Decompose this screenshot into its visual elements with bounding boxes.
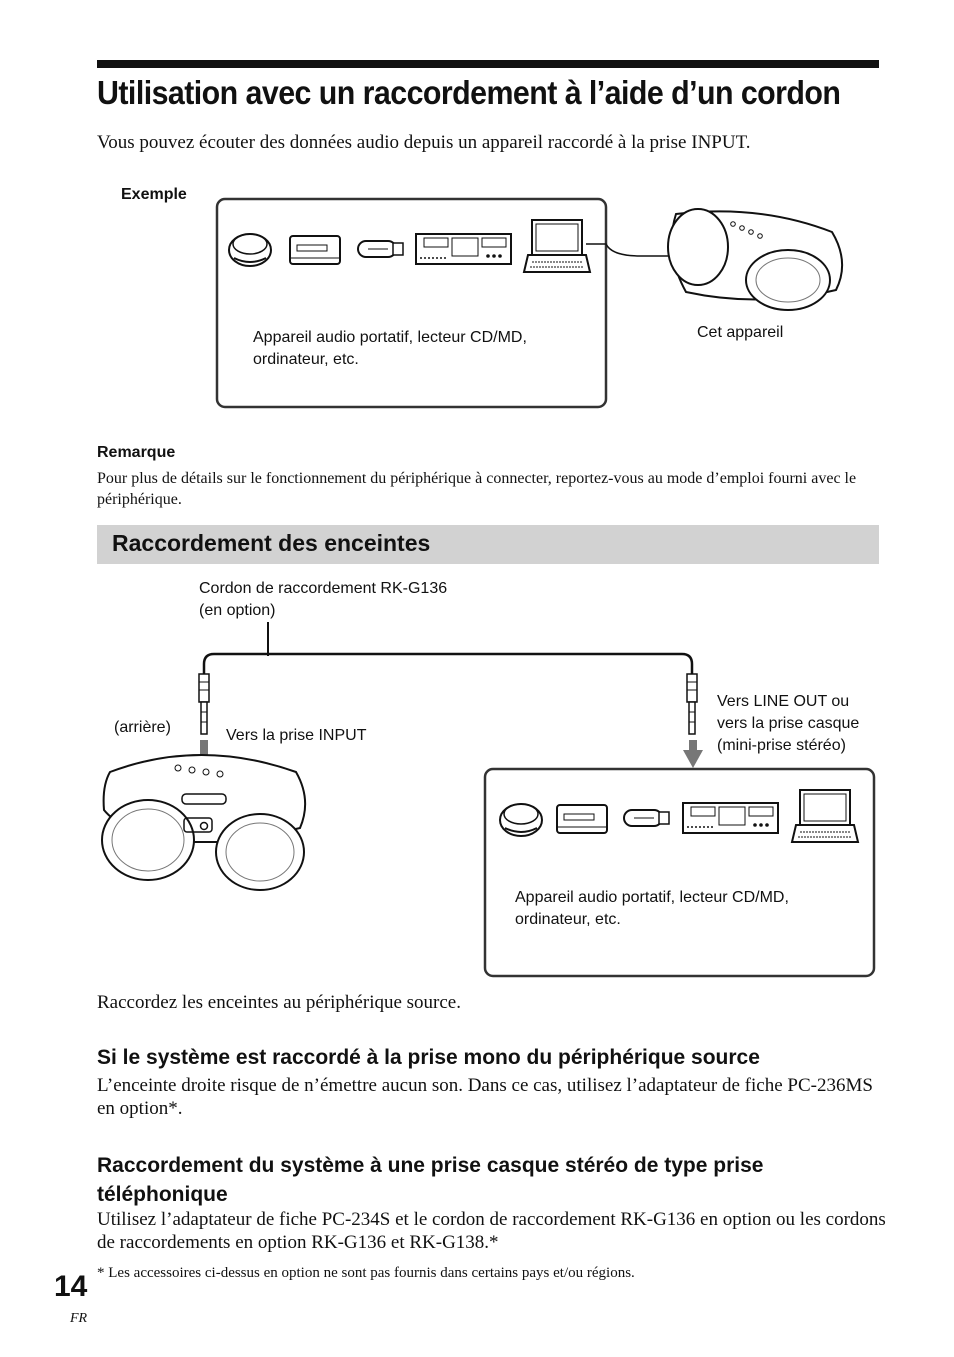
figure2-caption-line: Appareil audio portatif, lecteur CD/MD, — [515, 889, 789, 906]
example-label: Exemple — [121, 186, 187, 203]
cd-player-icon — [229, 234, 271, 266]
intro-paragraph: Vous pouvez écouter des données audio depuis un appareil raccordé à la prise INPUT. — [97, 132, 751, 153]
remark-heading: Remarque — [97, 444, 176, 461]
cassette-deck-icon — [416, 234, 511, 264]
connect-instruction: Raccordez les enceintes au périphérique source. — [97, 992, 461, 1013]
line-out-label-line: Vers LINE OUT ou — [717, 693, 850, 710]
cord-label-line: (en option) — [199, 602, 276, 619]
arrow-down-icon — [683, 740, 703, 768]
this-device-label: Cet appareil — [697, 324, 784, 341]
footnote: * Les accessoires ci-dessus en option ne sont pas fournis dans certains pays et/ou régions. — [97, 1265, 635, 1281]
cord-label-line: Cordon de raccordement RK-G136 — [199, 580, 448, 597]
cassette-deck-icon — [683, 803, 778, 833]
md-player-icon — [290, 236, 340, 264]
usb-player-icon — [624, 810, 669, 826]
figure1-caption-line: Appareil audio portatif, lecteur CD/MD, — [253, 329, 527, 346]
line-out-label-line: (mini-prise stéréo) — [717, 737, 846, 754]
mono-jack-heading: Si le système est raccordé à la prise mono du périphérique source — [97, 1046, 760, 1069]
page-number: 14 — [54, 1270, 88, 1303]
phone-jack-text: Utilisez l’adaptateur de fiche PC-234S et le cordon de raccordement RK-G136 en option ou les cordons de raccordements en option RK-G136 et RK-G138.* — [97, 1209, 886, 1253]
line-out-label — [717, 691, 859, 757]
language-code: FR — [70, 1311, 88, 1326]
rear-label: (arrière) — [114, 719, 171, 736]
figure1-caption-line: ordinateur, etc. — [253, 351, 359, 368]
usb-player-icon — [358, 241, 403, 257]
cord-label — [199, 578, 447, 622]
speaker-rear-icon — [102, 755, 305, 890]
figure1-caption — [253, 327, 593, 371]
mono-jack-text: L’enceinte droite risque de n’émettre aucun son. Dans ce cas, utilisez l’adaptateur de fiche PC-236MS en option*. — [97, 1075, 873, 1119]
connection-cord — [204, 654, 692, 700]
line-out-label-line: vers la prise casque — [717, 715, 860, 732]
figure2-caption-line: ordinateur, etc. — [515, 911, 621, 928]
top-rule — [97, 60, 879, 68]
speaker-icon — [668, 209, 842, 310]
md-player-icon — [557, 805, 607, 833]
input-jack-label: Vers la prise INPUT — [226, 727, 367, 744]
laptop-icon — [792, 790, 858, 842]
figure2-caption — [515, 887, 855, 931]
left-plug-icon — [199, 674, 209, 734]
connection-example-figure — [0, 180, 954, 420]
phone-jack-heading: Raccordement du système à une prise casque stéréo de type prise téléphonique — [97, 1154, 764, 1206]
right-plug-icon — [687, 674, 697, 734]
remark-text: Pour plus de détails sur le fonctionnement du périphérique à connecter, reportez-vous au mode d’emploi fourni avec le périphérique. — [97, 470, 857, 508]
audio-cable — [586, 244, 680, 256]
cd-player-icon — [500, 804, 542, 836]
page-title: Utilisation avec un raccordement à l’aide d’un cordon — [97, 74, 841, 111]
laptop-icon — [524, 220, 590, 272]
section-title: Raccordement des enceintes — [112, 530, 431, 556]
